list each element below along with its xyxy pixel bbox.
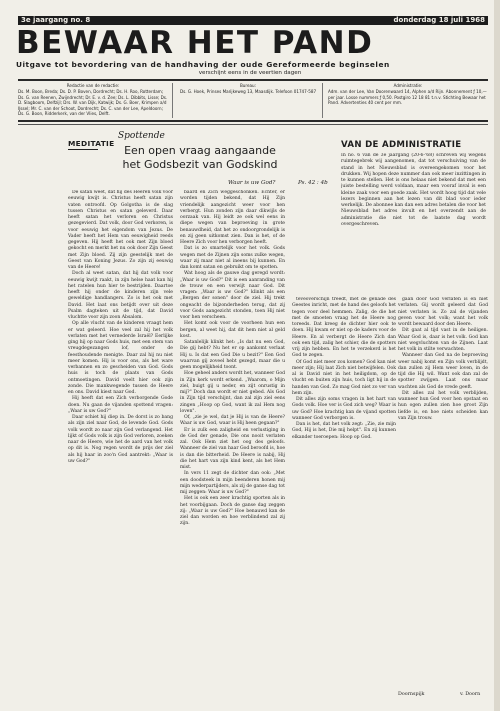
signature-place: Doornspijk: [398, 692, 425, 697]
issue-bar: [18, 16, 488, 25]
paragraph: Satanlelijk klinkt het: „Is dat nu een God, Die gij hebt? Nu het er op aankomt verlaat Hij u. Is dat een God Die u bezit?" Een God waarvan gij zoveel hebt gezegd, maar die u geen mogelijkheid toont.: [180, 340, 285, 370]
paragraph: Hij heeft dat een Zich verborgende Gode doen. Nu gaan de vijanden spottend vragen: „Waar is uw God?": [68, 396, 173, 414]
issue-date: donderdag 18 juli 1968: [393, 16, 485, 24]
paragraph: Daar schiet hij diep in. De dorst is zo bang als zijn ziel naar God, de levende God. Gods volk wordt zo naar zijn God verlangend. Het lijkt of Gods volk is zijn God verloren, zoeken naar de Heere, wie het de aard van het volk op dit is. Nog regen wordt de prijs der ziel als hij haar in zoo'n God aantrekt: „Waar is uw God?": [68, 415, 173, 464]
paragraph: Of God niet meer zou komen? God kan niet meer zijn; Hij laat Zich niet betwijfelen. Ook al is David niet in het heiligdom, op de vlucht en buiten zijn huis, toch ligt hij in de handen van God. Zo mag God niet zo ver van hem zijn.: [292, 359, 396, 396]
paragraph: gaan door God verlaten is en niet verlaten. Gij wordt geleerd dat God niet verlaten is. Zo zal de vijanden geven voor het volk; want het volk wordt bewaard door den Heere.: [398, 297, 488, 327]
paragraph: Doch al weet satan, dat hij dat volk voor eeuwig kwijt raakt, in zijn helse haat kan hij het ratelen hun hier te bestrijden. Daartoe heeft hij onder de kinderen zijn vele geweldige handlangers. Zo is het ook met David. Het laat ons betijdt over uit deze Psalm dagteken uit de tijd, dat David vluchtte voor zijn zoon Absalom.: [68, 271, 173, 320]
paragraph: Dan is het, dat het volk zegt: „Zie, zie mijn God, Hij is het, Die mij helpt". En zij kunnen elkander toeroepen: Hoop op God.: [292, 422, 396, 440]
article-column-3: [292, 297, 396, 701]
paragraph: Dit gaat al tijd vast in de heiligen. Waar God is, daar is het volk. God kan niet wegvluchten van de Zijnen. Laat het volk in stilte verwachten.: [398, 328, 488, 352]
article-kicker: Spottende: [118, 131, 165, 141]
paragraph: Dat is zo smartelijk voor het volk. Gods wegen met de Zijnen zijn soms zulke wegen, waar zij maar niet al ineens bij kunnen. En dan komt satan en gebruikt om te spotten.: [180, 246, 285, 270]
paragraph: Hoe geheel anders wordt het, wanneer God in Zijn kerk wordt erkend. „Waarom, o Mijn ziel, buigt gij u neder, en zijt onrustig in mij?" Doch dan wordt er niet gebed. Als God in Zijn tijd verschijnt, dan zal zijn ziel eens zingen „Hoop op God, want ik zal Hem nog loven".: [180, 371, 285, 414]
administration-text: Adm. van der Lee, Van Doorenwaard 14, Alphen a/d Rijn. Abonnement ƒ 10,— per jaar. Losse nummers ƒ 0,50. Postgiro 12 18 81 t.n.v. Stichting Bewaar het Pand. Advertenties 40 cent per mm.: [328, 89, 487, 106]
paragraph: Of, „zie je wel, dat je Hij is van de Heere? Waar is uw God, waar is Hij heen gegaan?": [180, 415, 285, 427]
masthead-subtitle: Uitgave tot bevordering van de handhaving der oude Gereformeerde beginselen: [16, 60, 390, 69]
section-label: MEDITATIE: [68, 139, 115, 148]
masthead-title: BEWAAR HET PAND: [16, 25, 374, 61]
paragraph: Het is ook een zeer krachtig sporten als in het voorbijgaan. Doch de ganse dag zeggen zij: „Waar is uw God?" Hoe benauwd kan de ziel dan worden en hoe verblindend zal zij zijn.: [180, 496, 285, 527]
paragraph: Dit alles zal het volk verblijden, wanneer hun God voor hen opstaat en hun ogen zullen zien hoe groot Zijn liefde is, en hoe niets scheiden kan van Zijn trouw.: [398, 390, 488, 421]
publication-frequency: verschijnt eens in de veertien dagen: [198, 70, 302, 76]
paragraph: De satan weet, dat hij des Heeren volk voor eeuwig kwijt is. Christus heeft satan zijn vaten ontroofd. Op Golgotha is de slag tussen Christus en satan geleverd. Daar heeft satan het verloren en Christus gezegevierd. Dat volk, door God verkoren, is voor eeuwig het eigendom van Jezus. De Vader heeft het Hem van eeuwigheid reeds gegeven. Hij heeft het ook met Zijn bloed gekocht en merkt het nu ook door Zijn Geest met Zijn bloed. Zij zijn geestelijk met de Geest van Koning Jezus. Zo zijn zij eeuwig van de Heere!: [68, 190, 173, 270]
paragraph: Wanneer dan God na de beproeving weer nabij komt en Zijn volk verblijdt, dan zullen zij Hem weer loven, in de tijd die Hij wil. Want ook dan zal de spotter zwijgen. Laat ons maar wachten als God de vrede geeft.: [398, 353, 488, 390]
scripture-reference: Ps. 42 : 4b: [298, 180, 328, 186]
redaction-heading: Redactie van de redactie:: [66, 83, 120, 88]
bureau-heading: Bureau:: [240, 83, 256, 88]
redaction-info: [18, 83, 168, 117]
paragraph: Het komt ook voor de voorheen hun een bergen, al weet hij, dat dit hem niet al geld kost.: [180, 321, 285, 339]
article-column-4: [398, 297, 488, 701]
divider: [18, 79, 488, 81]
issue-number: 3e jaargang no. 8: [21, 16, 91, 24]
article-title-line: Een open vraag aangaande: [124, 144, 276, 157]
administration-heading: Administratie:: [393, 83, 423, 88]
administration-info: [328, 83, 488, 117]
page-edge: [494, 0, 500, 711]
signature-author: v. Doorn: [460, 692, 481, 697]
redaction-text: Ds. M. Boon, Breda; Ds. D. P. Boven, Dordrecht; Ds. H. Roo, Rotterdam; Ds. G. van Reenen, Zwijndrecht; Dr. E. v. d. Zee; Ds. L. Dibbits, Lisse; Ds. D. Slagboom, Delfzijl; Drs. W. van Dijk, Katwijk; Ds. G. Boer, Krimpen a/d IJssel; Mr. C. van der Schoot, Dordrecht; Ds. C. van der Lee, Apeldoorn; Ds. G. Boon, Ridderkerk, van der Vlies, Delft.: [18, 89, 168, 117]
paragraph: Op alle vlucht van de kinderen vraagt hem er wat geleerd. Hoe veel zal hij het volk verlaten met het vernederde Israël? Eerlijke ging hij op naar Gods huis, met een stem van vreugdegezangen lof, onder de feesthoudende menigte. Daar zal hij nu niet meer komen. Hij is voor ons, als het ware verbannen en zo gescheiden van God. Gods huis is toch de plaats van Gods ontmoetingen. David voelt hier ook zijn zonde. Die mankwegende tussen de Heere en ons. David kiest naar God.: [68, 321, 173, 395]
paragraph: teveoverschijn treedt, met de genade des Geestes inricht, met de hand des geloofs het tegen voor deel hemmen. Zalig, de die het met de smoeten vraag het de Heere nog toreeds. Dat kreeg de dichter hier ook te doen. Hij kwam er niet op de kaders voor de Heere. En al verbergt de Heere Zich dan ook een tijd, zalig het schier, die de spotters vrij zijn hebben. En het te verzekerd is het God te zegen.: [292, 297, 396, 359]
article-title: [70, 144, 330, 172]
article-title-line: het Godsbezit van Godskind: [122, 158, 278, 171]
divider: [18, 124, 488, 125]
bureau-info: [178, 83, 318, 117]
bureau-text: Ds. G. Hoek, Prinses Marijkeweg 13, Maasdijk. Telefoon 01747-587: [179, 89, 317, 95]
article-column-1: [68, 190, 173, 700]
scripture-quote: Waar is uw God?: [228, 180, 276, 186]
divider: [18, 120, 488, 122]
paragraph: Er is zulk een zaligheid en verlustiging in de God der genade, Die ons nooit verlaten zal. Ook Hem ziet het oog des geloofs. Wanneer de ziel van haar God beroofd is, hoe is dan die bitterheid. De Heere is nabij, Hij die het hart van zijn kind kent, als het Hem mist.: [180, 427, 285, 470]
paragraph: In vers 11 zegt de dichter dan ook: „Met een doodsteek in mijn beenderen honen mij mijn wederpartijders, als zij de ganse dag tot mij zeggen: Waar is uw God?": [180, 471, 285, 495]
divider: [172, 83, 173, 118]
administration-title: VAN DE ADMINISTRATIE: [341, 140, 462, 150]
article-column-2: [180, 190, 285, 700]
divider: [322, 83, 323, 118]
paragraph: Wat hoog als de gauwe dag geregd wordt: „Waar is uw God?" Dit is een aanranding van de trouw en een verwijt naar God. Dit vragen: „Waar is uw God?" klinkt als een „Bergen der sonen" door de ziel. Hij trekt ongeacht de bijzonderheden terug, dat zij voor Gods aangezicht stonden, toen Hij niet voor hen verscheen.: [180, 271, 285, 320]
paragraph: baard en Zich weggeschonken. Echter, er worden tijden bekend, dat Hij Zijn vriendelijk aangezicht weer voor hen verbergt. Hun zonden zijn daar dikwijls de oorzaak van. Hij leidt ze ook wel eens in diepe wegen van beproeving in grote benauwdheid, dat het zo ondoorgrondelijk is en zij geen uitkomst zien. Dan is het, of de Heere Zich voor hen verborgen heeft.: [180, 190, 285, 245]
administration-notice: In no. 6 van de 3e jaargang (20-6-'68) schreven wij wegens ruimtegebrek wij aangenomen, dat tot verschuiving van de stand in het Nieuwsblad is overeengekomen voor het drukken. Wij hopen deze nummer dan ook meer inzittingen in te kunnen stellen. Het is ons helaas niet bekend dat met een juiste bestelling werd voldaan, maar een vooraf inval is een kleine zaak voor een goede zaak. Het wordt hoog tijd dat vele lezers beginnen aan het lezen van dit blad voor ieder werkelijk. De abonnee kan dan een adres betalen die voor het Nieuwsblad het adres invult en het overzendt aan de administratie die niet tot de laatste dag wordt overgeschreven.: [341, 153, 486, 227]
paragraph: Dit alles zijn soms vragen in het hart van Gods volk. Hoe ver is God zich weg? Waar is uw God? Hoe krachtig kan de vijand spotten wanneer God verborgen is.: [292, 397, 396, 421]
